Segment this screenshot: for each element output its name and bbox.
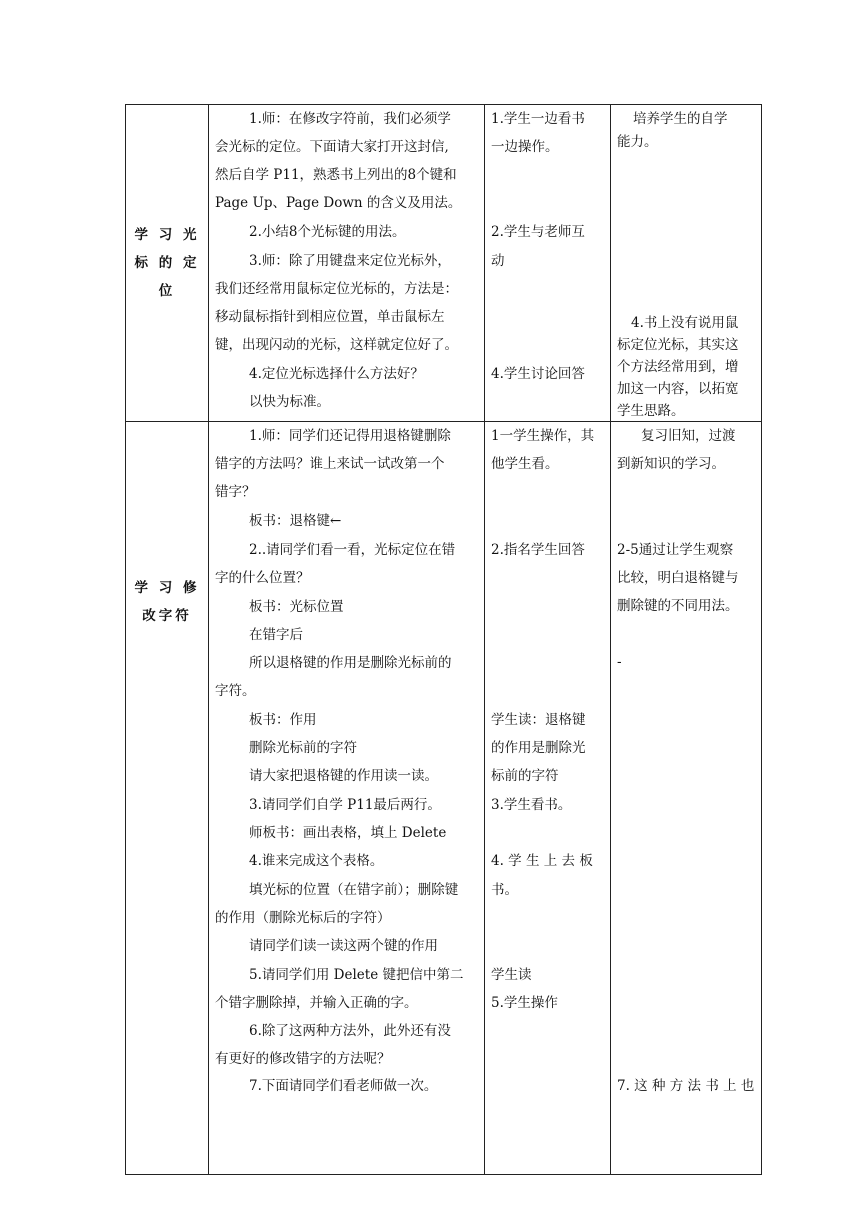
- teacher-line: 填光标的位置（在错字前）；删除键: [249, 882, 459, 898]
- student-line: 4.学生讨论回答: [491, 366, 585, 382]
- section-row-cursor-positioning: [126, 105, 762, 422]
- intent-line: -: [617, 654, 622, 670]
- teacher-line: 板书：光标位置: [249, 599, 344, 615]
- intent-line: 个方法经常用到，增: [617, 359, 739, 375]
- student-line: 2.学生与老师互: [491, 224, 585, 240]
- teacher-line: 的作用（删除光标后的字符）: [215, 910, 391, 926]
- teacher-line: 移动鼠标指针到相应位置，单击鼠标左: [215, 309, 445, 325]
- teacher-activity-cell: [209, 422, 485, 1175]
- teacher-line: 以快为标准。: [249, 394, 330, 410]
- label-spacer: [130, 498, 204, 574]
- teacher-line: 然后自学 P11，熟悉书上列出的8个键和: [215, 167, 457, 183]
- teacher-line: 有更好的修改错字的方法呢？: [215, 1051, 391, 1067]
- teacher-line: 请大家把退格键的作用读一读。: [249, 768, 438, 784]
- student-line: 学生读：退格键: [491, 712, 586, 728]
- section-label-cell: [126, 105, 209, 422]
- teacher-line: 4.定位光标选择什么方法好？: [249, 366, 424, 382]
- intent-line: 7. 这 种 方 法 书 上 也: [617, 1078, 755, 1094]
- intent-line: 能力。: [617, 134, 658, 150]
- section-label-line: 标 的 定: [134, 255, 200, 271]
- teacher-line: 键，出现闪动的光标，这样就定位好了。: [215, 337, 458, 353]
- intent-line: 4.书上没有说用鼠: [631, 315, 739, 331]
- teacher-line: 错字的方法吗？谁上来试一试改第一个: [215, 456, 445, 472]
- teacher-line: 3.请同学们自学 P11最后两行。: [249, 797, 441, 813]
- teacher-line: 7.下面请同学们看老师做一次。: [249, 1078, 438, 1094]
- intent-line: 比较，明白退格键与: [617, 570, 739, 586]
- teacher-line: 4.谁来完成这个表格。: [249, 853, 384, 869]
- teacher-line: 师板书：画出表格，填上 Delete: [249, 825, 447, 841]
- teacher-line: 1.师：同学们还记得用退格键删除: [249, 428, 451, 444]
- teacher-line: 会光标的定位。下面请大家打开这封信,: [215, 139, 449, 155]
- student-line: 5.学生操作: [491, 995, 558, 1011]
- teacher-line: 3.师：除了用键盘来定位光标外，: [249, 253, 451, 269]
- design-intent-cell: [611, 422, 762, 1175]
- intent-line: 学生思路。: [617, 403, 685, 419]
- intent-line: 复习旧知，过渡: [641, 428, 736, 444]
- teacher-line: 所以退格键的作用是删除光标前的: [249, 655, 452, 671]
- teacher-line: 2.小结8个光标键的用法。: [249, 224, 406, 240]
- design-intent-cell: [611, 105, 762, 422]
- teacher-line: 6.除了这两种方法外，此外还有没: [249, 1023, 451, 1039]
- teacher-line: 2..请同学们看一看，光标定位在错: [249, 542, 456, 558]
- intent-line: 标定位光标，其实这: [617, 337, 739, 353]
- teacher-line: 字符。: [215, 683, 256, 699]
- teacher-line: 5.请同学们用 Delete 键把信中第二: [249, 967, 464, 983]
- student-line: 1.学生一边看书: [491, 111, 585, 127]
- teacher-line: 板书：作用: [249, 712, 317, 728]
- student-line: 1一学生操作，其: [491, 428, 595, 444]
- student-line: 一边操作。: [491, 139, 559, 155]
- teacher-activity-cell: [209, 105, 485, 422]
- student-line: 书。: [491, 882, 518, 898]
- section-label-line: 位: [158, 283, 176, 299]
- teacher-line: 我们还经常用鼠标定位光标的，方法是：: [215, 281, 458, 297]
- student-line: 2.指名学生回答: [491, 542, 585, 558]
- section-label-line: 学 习 修: [134, 580, 200, 596]
- section-row-modify-characters: [126, 422, 762, 1175]
- section-label-line: 改字符: [142, 608, 192, 624]
- teacher-line: 板书：退格键←: [249, 513, 342, 529]
- student-line: 学生读: [491, 967, 532, 983]
- teacher-line: 删除光标前的字符: [249, 740, 357, 756]
- lesson-plan-table: [125, 104, 762, 1175]
- intent-line: 2-5通过让学生观察: [617, 542, 734, 558]
- student-line: 标前的字符: [491, 768, 559, 784]
- teacher-line: Page Up、Page Down 的含义及用法。: [215, 195, 462, 211]
- teacher-line: 1.师：在修改字符前，我们必须学: [249, 111, 451, 127]
- student-activity-cell: [485, 105, 611, 422]
- intent-line: 加这一内容，以拓宽: [617, 381, 739, 397]
- intent-line: 到新知识的学习。: [617, 456, 725, 472]
- student-line: 的作用是删除光: [491, 740, 586, 756]
- teacher-line: 个错字删除掉，并输入正确的字。: [215, 995, 418, 1011]
- teacher-line: 请同学们读一读这两个键的作用: [249, 938, 438, 954]
- student-line: 他学生看。: [491, 456, 559, 472]
- student-activity-cell: [485, 422, 611, 1175]
- section-label-line: 学 习 光: [134, 227, 200, 243]
- intent-line: 培养学生的自学: [633, 111, 728, 127]
- intent-line: 删除键的不同用法。: [617, 598, 739, 614]
- teacher-line: 错字？: [215, 484, 256, 500]
- section-label-cell: [126, 422, 209, 1175]
- student-line: 动: [491, 253, 505, 269]
- teacher-line: 在错字后: [249, 627, 303, 643]
- teacher-line: 字的什么位置？: [215, 570, 310, 586]
- student-line: 4. 学 生 上 去 板: [491, 853, 593, 869]
- student-line: 3.学生看书。: [491, 797, 572, 813]
